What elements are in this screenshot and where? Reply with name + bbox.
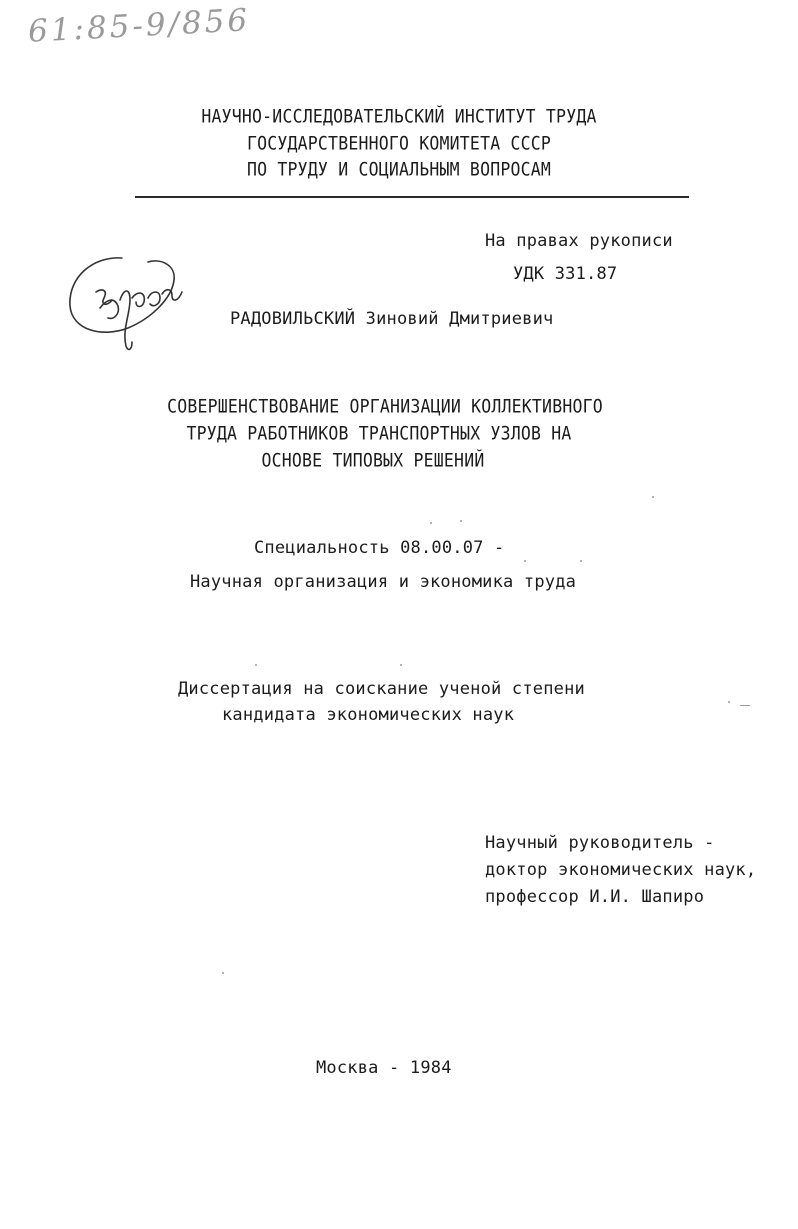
specialty-name: Научная организация и экономика труда <box>190 572 577 592</box>
institute-name-line-3: ПО ТРУДУ И СОЦИАЛЬНЫМ ВОПРОСАМ <box>246 158 551 181</box>
archive-number-handwritten: 61:85-9/856 <box>27 2 251 50</box>
thesis-title-line-3: ОСНОВЕ ТИПОВЫХ РЕШЕНИЙ <box>261 449 485 472</box>
supervisor-degree: доктор экономических наук, <box>485 860 757 880</box>
header-divider <box>135 196 689 198</box>
thesis-title-line-2: ТРУДА РАБОТНИКОВ ТРАНСПОРТНЫХ УЗЛОВ НА <box>186 422 572 445</box>
udk-code: УДК 331.87 <box>513 264 618 284</box>
city-year: Москва - 1984 <box>316 1058 452 1078</box>
manuscript-rights-label: На правах рукописи <box>485 231 673 251</box>
institute-name-line-2: ГОСУДАРСТВЕННОГО КОМИТЕТА СССР <box>246 132 551 155</box>
specialty-code: Специальность 08.00.07 - <box>254 538 505 558</box>
institute-name-line-1: НАУЧНО-ИССЛЕДОВАТЕЛЬСКИЙ ИНСТИТУТ ТРУДА <box>201 105 597 128</box>
supervisor-label: Научный руководитель - <box>485 833 715 853</box>
author-name: РАДОВИЛЬСКИЙ Зиновий Дмитриевич <box>230 309 554 329</box>
author-signature <box>62 248 192 356</box>
degree-statement-line-2: кандидата экономических наук <box>222 705 515 725</box>
supervisor-name: профессор И.И. Шапиро <box>485 887 705 907</box>
thesis-title-line-1: СОВЕРШЕНСТВОВАНИЕ ОРГАНИЗАЦИИ КОЛЛЕКТИВНОГО <box>167 395 603 418</box>
degree-statement-line-1: Диссертация на соискание ученой степени <box>178 679 585 699</box>
